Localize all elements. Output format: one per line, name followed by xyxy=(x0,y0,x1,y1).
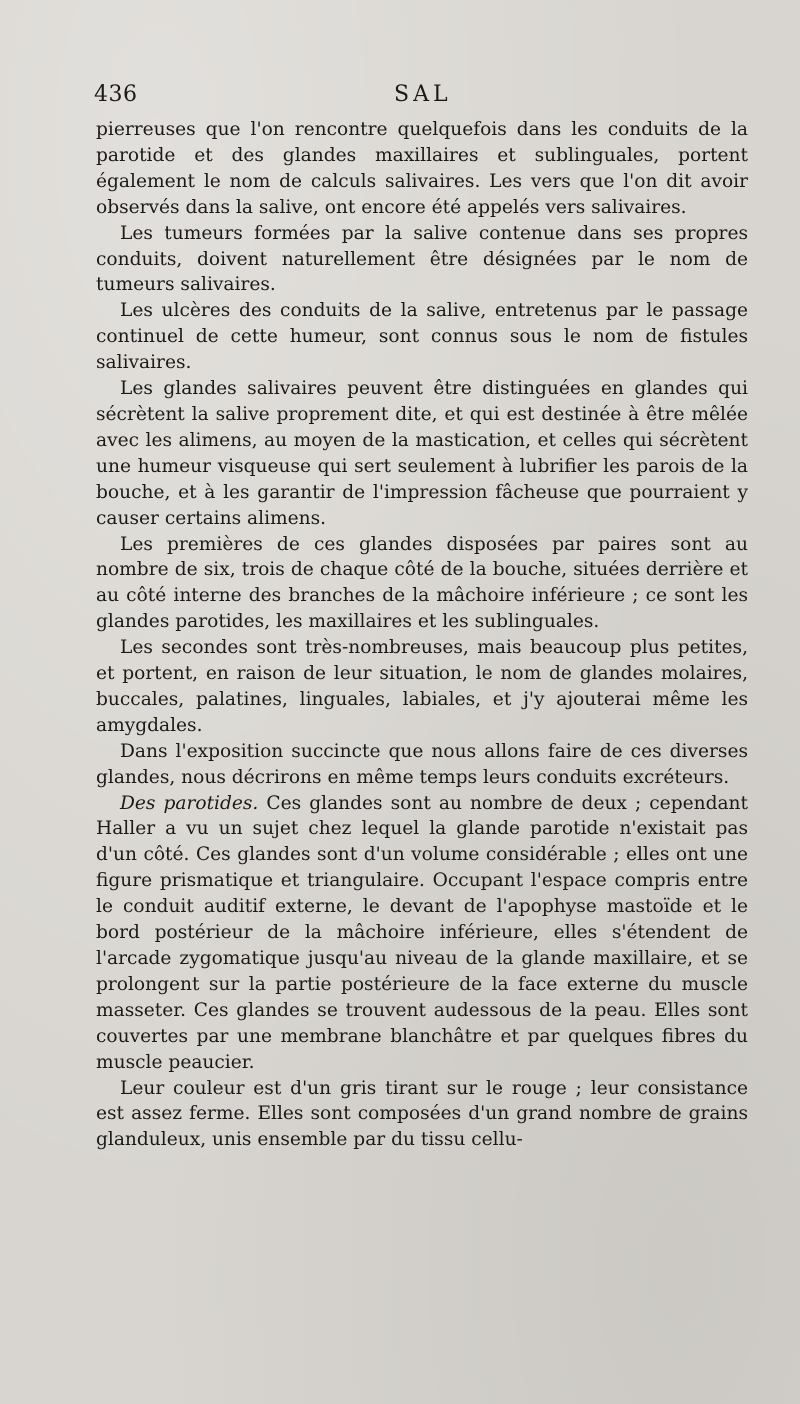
paragraph-exposition: Dans l'exposition succincte que nous allons faire de ces diverses glandes, nous décrirons en même temps leurs conduits excréteurs. xyxy=(96,740,748,788)
body-text xyxy=(96,117,748,1153)
page-header xyxy=(94,82,734,116)
section-lead-parotides: Des parotides. xyxy=(120,792,259,814)
paragraph-glandes-salivaires: Les glandes salivaires peuvent être distinguées en glandes qui sécrètent la salive proprement dite, et qui est destinée à être mêlée avec les alimens, au moyen de la mastication, et celles qui sécrètent une humeur visqueuse qui sert seulement à lubrifier les parois de la bouche, et à les garantir de l'impression fâcheuse que pourraient y causer certains alimens. xyxy=(96,378,748,529)
paragraph-tumeurs: Les tumeurs formées par la salive contenue dans ses propres conduits, doivent naturellement être désignées par le nom de tumeurs salivaires. xyxy=(96,222,748,296)
paragraph-couleur: Leur couleur est d'un gris tirant sur le rouge ; leur consistance est assez ferme. Elles sont composées d'un grand nombre de grains glanduleux, unis ensemble par du tissu cellu- xyxy=(96,1077,748,1151)
paragraph-ulceres: Les ulcères des conduits de la salive, entretenus par le passage continuel de cette humeur, sont connus sous le nom de fistules salivaires. xyxy=(96,300,748,374)
paragraph-continued-calculs: pierreuses que l'on rencontre quelquefois dans les conduits de la parotide et des glandes maxillaires et sublinguales, portent également le nom de calculs salivaires. Les vers que l'on dit avoir observés dans la salive, ont encore été appelés vers salivaires. xyxy=(96,119,748,218)
paragraph-parotides xyxy=(96,791,748,1076)
paragraph-secondes-glandes: Les secondes sont très-nombreuses, mais beaucoup plus petites, et portent, en raison de leur situation, le nom de glandes molaires, buccales, palatines, linguales, labiales, et j'y ajouterai même les amygdales. xyxy=(96,637,748,736)
paragraph-parotides-text: Ces glandes sont au nombre de deux ; cependant Haller a vu un sujet chez lequel la glande parotide n'existait pas d'un côté. Ces glandes sont d'un volume considérable ; elles ont une figure prismatique et triangulaire. Occupant l'espace compris entre le conduit auditif externe, le devant de l'apophyse mastoïde et le bord postérieur de la mâchoire inférieure, elles s'étendent de l'arcade zygomatique jusqu'au niveau de la glande maxillaire, et se prolongent sur la partie postérieure de la face externe du muscle masseter. Ces glandes se trouvent audessous de la peau. Elles sont couvertes par une membrane blanchâtre et par quelques fibres du muscle peaucier. xyxy=(96,792,749,1073)
page-number: 436 xyxy=(94,82,138,107)
running-head: SAL xyxy=(394,82,452,107)
paragraph-premieres-glandes: Les premières de ces glandes disposées par paires sont au nombre de six, trois de chaque côté de la bouche, situées derrière et au côté interne des branches de la mâchoire inférieure ; ce sont les glandes parotides, les maxillaires et les sublinguales. xyxy=(96,533,748,633)
